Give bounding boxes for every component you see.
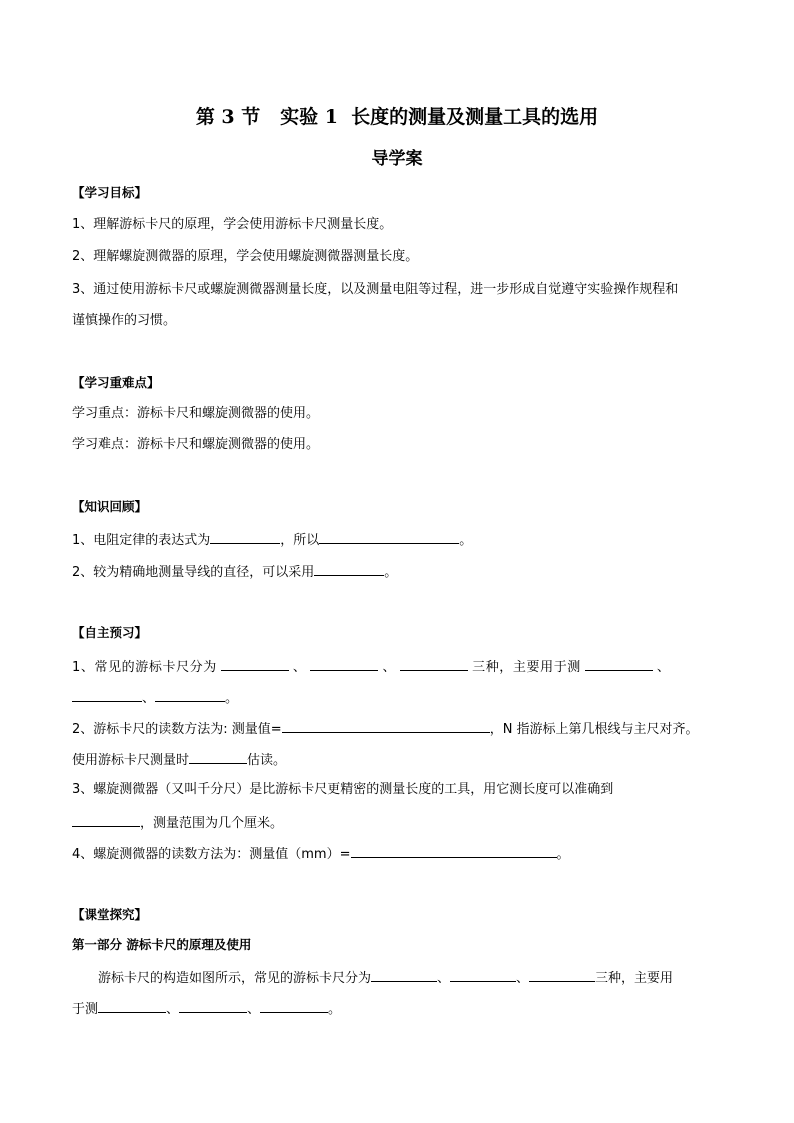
answer-blank[interactable] <box>72 812 140 827</box>
review-question-2 <box>72 561 724 583</box>
answer-blank[interactable] <box>450 967 516 982</box>
preview-question-1-line-1 <box>72 656 724 678</box>
goal-item-3-line-2: 谨慎操作的习惯。 <box>72 313 177 328</box>
explore-text-b: 三种，主要用 <box>595 971 674 986</box>
focus-key-point: 学习重点：游标卡尺和螺旋测微器的使用。 <box>72 406 320 421</box>
answer-blank[interactable] <box>351 843 557 858</box>
preview-q2-text-a: 2、游标卡尺的读数方法为: 测量值= <box>72 722 282 737</box>
separator: 、 <box>382 660 397 675</box>
goal-item-2: 2、理解螺旋测微器的原理，学会使用螺旋测微器测量长度。 <box>72 249 419 264</box>
answer-blank[interactable] <box>155 687 225 702</box>
explore-text-a: 游标卡尺的构造如图所示，常见的游标卡尺分为 <box>98 971 372 986</box>
focus-heading: 【学习重难点】 <box>72 375 160 390</box>
explore-heading: 【课堂探究】 <box>72 907 148 922</box>
page-title: 第 3 节 实验 1 长度的测量及测量工具的选用 <box>195 106 599 128</box>
answer-blank[interactable] <box>98 998 166 1013</box>
preview-question-4 <box>72 843 724 865</box>
preview-q4-text-b: 。 <box>556 847 570 862</box>
separator: 、 <box>166 1002 180 1017</box>
preview-q3-text-b: ，测量范围为几个厘米。 <box>140 816 284 831</box>
answer-blank[interactable] <box>314 561 384 576</box>
answer-blank[interactable] <box>585 656 653 671</box>
review-q1-text-c: 。 <box>459 533 473 548</box>
page-subtitle: 导学案 <box>371 149 423 169</box>
answer-blank[interactable] <box>72 687 142 702</box>
goal-item-1: 1、理解游标卡尺的原理，学会使用游标卡尺测量长度。 <box>72 217 393 232</box>
review-q1-text-a: 1、电阻定律的表达式为 <box>72 533 211 548</box>
goal-item-3-line-1: 3、通过使用游标卡尺或螺旋测微器测量长度，以及测量电阻等过程，进一步形成自觉遵守实验操作规程和 <box>72 282 679 297</box>
explore-paragraph-line-2 <box>72 998 724 1020</box>
answer-blank[interactable] <box>319 529 459 544</box>
review-heading: 【知识回顾】 <box>72 499 148 514</box>
preview-q1-text-b: 三种，主要用于测 <box>472 660 581 675</box>
answer-blank[interactable] <box>260 998 328 1013</box>
preview-heading: 【自主预习】 <box>72 625 148 640</box>
answer-blank[interactable] <box>221 656 289 671</box>
preview-question-1-line-2 <box>72 687 724 709</box>
answer-blank[interactable] <box>210 529 280 544</box>
explore-part-1-title: 第一部分 游标卡尺的原理及使用 <box>72 937 252 952</box>
answer-blank[interactable] <box>529 967 595 982</box>
answer-blank[interactable] <box>189 749 247 764</box>
answer-blank[interactable] <box>282 718 490 733</box>
preview-q2-text-c: 使用游标卡尺测量时 <box>72 753 190 768</box>
goals-heading: 【学习目标】 <box>72 185 148 200</box>
review-q2-text-b: 。 <box>384 565 398 580</box>
period: 。 <box>328 1002 342 1017</box>
focus-difficult-point: 学习难点：游标卡尺和螺旋测微器的使用。 <box>72 437 320 452</box>
preview-q4-text-a: 4、螺旋测微器的读数方法为：测量值（mm）= <box>72 847 351 862</box>
review-q2-text-a: 2、较为精确地测量导线的直径，可以采用 <box>72 565 315 580</box>
separator: 、 <box>142 691 156 706</box>
explore-paragraph-line-1 <box>72 967 750 989</box>
answer-blank[interactable] <box>371 967 437 982</box>
separator: 、 <box>437 971 451 986</box>
answer-blank[interactable] <box>400 656 468 671</box>
preview-question-3-line-2 <box>72 812 724 834</box>
separator: 、 <box>292 660 307 675</box>
separator: 、 <box>247 1002 261 1017</box>
period: 。 <box>225 691 239 706</box>
separator: 、 <box>656 660 671 675</box>
preview-question-3-line-1: 3、螺旋测微器（又叫千分尺）是比游标卡尺更精密的测量长度的工具，用它测长度可以准确到 <box>72 782 614 797</box>
explore-text-c: 于测 <box>72 1002 99 1017</box>
preview-q1-text-a: 1、常见的游标卡尺分为 <box>72 660 217 675</box>
preview-q2-text-d: 估读。 <box>247 753 287 768</box>
review-q1-text-b: ，所以 <box>280 533 320 548</box>
answer-blank[interactable] <box>179 998 247 1013</box>
preview-question-2-line-1 <box>72 718 724 740</box>
review-question-1 <box>72 529 724 551</box>
separator: 、 <box>516 971 530 986</box>
preview-question-2-line-2 <box>72 749 724 771</box>
answer-blank[interactable] <box>310 656 378 671</box>
preview-q2-text-b: ，N 指游标上第几根线与主尺对齐。 <box>489 722 699 737</box>
